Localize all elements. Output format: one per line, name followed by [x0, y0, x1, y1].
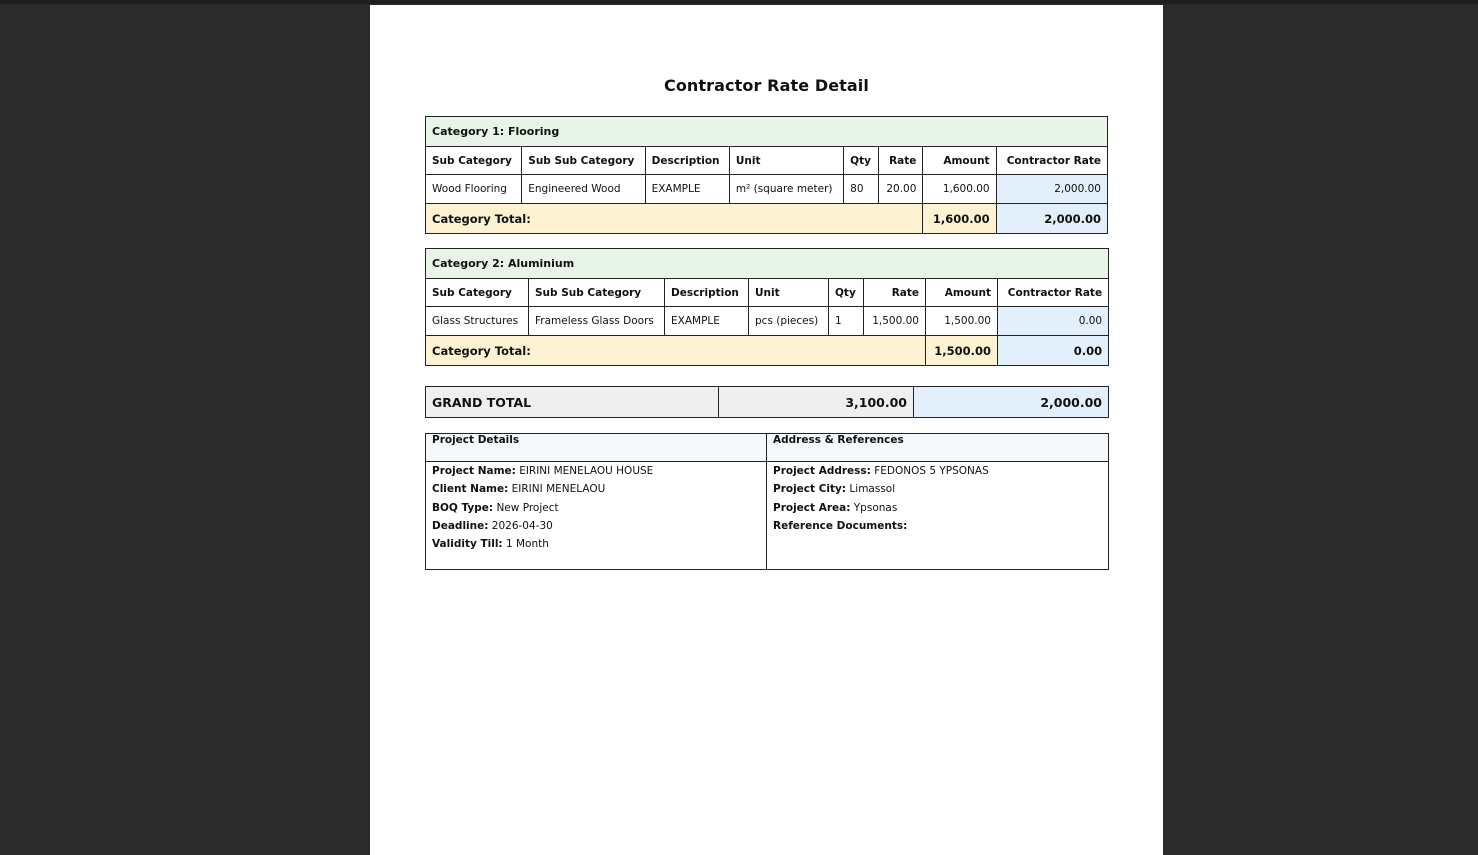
cell-qty: 80: [844, 175, 879, 204]
column-header-sub-sub-category: Sub Sub Category: [522, 147, 645, 175]
column-header-sub-category: Sub Category: [426, 279, 529, 307]
cell-sub-sub-category: Frameless Glass Doors: [529, 307, 665, 336]
column-header-rate: Rate: [879, 147, 923, 175]
category-total-amount: 1,500.00: [926, 336, 998, 366]
cell-description: EXAMPLE: [645, 175, 729, 204]
table-row: [426, 307, 1109, 336]
grand-total-contractor: 2,000.00: [914, 387, 1109, 418]
cell-rate: 20.00: [879, 175, 923, 204]
viewer-top-edge: [0, 0, 1478, 4]
detail-label: Deadline:: [432, 519, 489, 532]
detail-line-deadline: [432, 517, 760, 535]
detail-value: Ypsonas: [853, 501, 898, 514]
cell-amount: 1,500.00: [926, 307, 998, 336]
detail-line-reference-documents: [773, 517, 1102, 535]
column-header-sub-sub-category: Sub Sub Category: [529, 279, 665, 307]
column-header-unit: Unit: [729, 147, 843, 175]
category-total-label: Category Total:: [426, 204, 923, 234]
cell-unit: pcs (pieces): [749, 307, 829, 336]
detail-line-project-city: [773, 480, 1102, 498]
project-details-header: Project Details: [426, 434, 767, 462]
column-header-contractor-rate: Contractor Rate: [996, 147, 1107, 175]
category-header: Category 2: Aluminium: [426, 249, 1109, 279]
cell-contractor-rate: 0.00: [998, 307, 1109, 336]
document-page: [370, 5, 1163, 855]
category-total-row: [426, 204, 1108, 234]
cell-amount: 1,600.00: [923, 175, 996, 204]
table-row: [426, 175, 1108, 204]
detail-label: Validity Till:: [432, 538, 503, 551]
detail-line-project-name: [432, 462, 760, 480]
address-references-body: [767, 462, 1109, 570]
cell-qty: 1: [829, 307, 864, 336]
detail-line-project-address: [773, 462, 1102, 480]
column-header-description: Description: [665, 279, 749, 307]
category-total-contractor: 0.00: [998, 336, 1109, 366]
project-info-table: [425, 433, 1109, 570]
cell-sub-category: Glass Structures: [426, 307, 529, 336]
detail-value: FEDONOS 5 YPSONAS: [874, 465, 989, 477]
address-references-header: Address & References: [767, 434, 1109, 462]
cell-unit: m² (square meter): [729, 175, 843, 204]
category-total-label: Category Total:: [426, 336, 926, 366]
grand-total-amount: 3,100.00: [719, 387, 914, 418]
detail-label: Client Name:: [432, 483, 509, 496]
detail-value: New Project: [496, 501, 559, 514]
column-header-amount: Amount: [923, 147, 996, 175]
grand-total-label: GRAND TOTAL: [426, 387, 719, 418]
cell-rate: 1,500.00: [864, 307, 926, 336]
detail-label: BOQ Type:: [432, 501, 494, 514]
cell-contractor-rate: 2,000.00: [996, 175, 1107, 204]
category-table-aluminium: [425, 248, 1109, 366]
detail-line-project-area: [773, 499, 1102, 517]
detail-line-client-name: [432, 480, 760, 498]
detail-label: Project Address:: [773, 465, 871, 477]
column-header-description: Description: [645, 147, 729, 175]
cell-sub-sub-category: Engineered Wood: [522, 175, 645, 204]
column-header-rate: Rate: [864, 279, 926, 307]
detail-value: 1 Month: [505, 538, 549, 551]
column-header-qty: Qty: [829, 279, 864, 307]
detail-line-validity: [432, 535, 760, 553]
cell-description: EXAMPLE: [665, 307, 749, 336]
detail-value: EIRINI MENELAOU: [511, 483, 606, 496]
grand-total-table: [425, 386, 1109, 418]
category-header: Category 1: Flooring: [426, 117, 1108, 147]
category-table-flooring: [425, 116, 1108, 234]
detail-label: Project Name:: [432, 465, 516, 477]
column-header-unit: Unit: [749, 279, 829, 307]
column-header-qty: Qty: [844, 147, 879, 175]
cell-sub-category: Wood Flooring: [426, 175, 522, 204]
detail-label: Project City:: [773, 483, 847, 496]
detail-value: EIRINI MENELAOU HOUSE: [519, 465, 654, 477]
category-total-contractor: 2,000.00: [996, 204, 1107, 234]
column-header-amount: Amount: [926, 279, 998, 307]
detail-line-boq-type: [432, 499, 760, 517]
detail-label: Project Area:: [773, 501, 851, 514]
detail-label: Reference Documents:: [773, 519, 908, 532]
category-total-amount: 1,600.00: [923, 204, 996, 234]
column-header-sub-category: Sub Category: [426, 147, 522, 175]
column-header-contractor-rate: Contractor Rate: [998, 279, 1109, 307]
page-title: Contractor Rate Detail: [664, 76, 869, 95]
project-details-body: [426, 462, 767, 570]
detail-value: 2026-04-30: [491, 519, 553, 532]
category-total-row: [426, 336, 1109, 366]
detail-value: Limassol: [849, 483, 896, 496]
